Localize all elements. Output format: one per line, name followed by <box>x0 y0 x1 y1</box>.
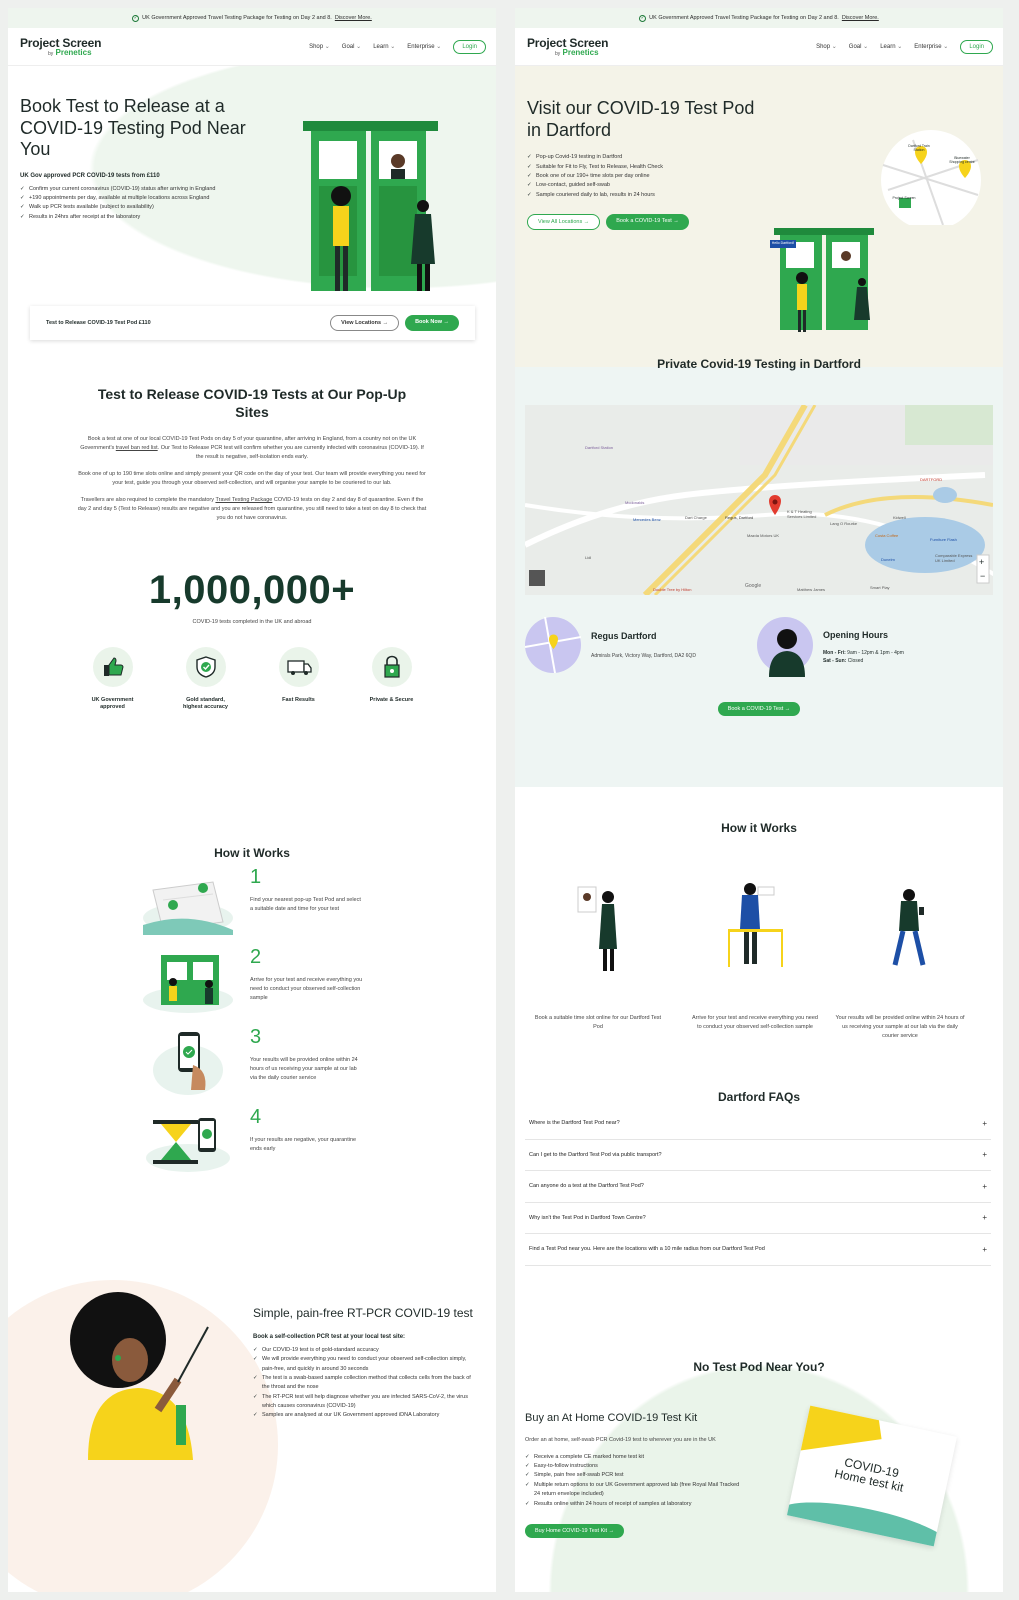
travel-package-link[interactable]: Travel Testing Package <box>215 497 273 504</box>
faq-question: Why isn't the Test Pod in Dartford Town Centre? <box>529 1214 646 1221</box>
arrow-right-icon: → <box>784 706 791 712</box>
booking-bar <box>30 306 475 340</box>
list-item: ✓ Simple, pain free self-swab PCR test <box>525 1471 740 1480</box>
faq-question: Where is the Dartford Test Pod near? <box>529 1120 620 1127</box>
list-item: ✓ Our COVID-19 test is of gold-standard accuracy <box>253 1346 478 1355</box>
faq-title: Dartford FAQs <box>717 1090 800 1104</box>
stats-section <box>8 568 496 711</box>
booking-bar-label: Test to Release COVID-19 Test Pod £110 <box>46 320 151 326</box>
popup-p1-text-end: . Our Test to Release PCR test will confirm whether you are currently infected with coronavirus (COVID-19). If the result is negative, self-isolation ends early. <box>157 445 424 461</box>
home-kit-section <box>515 1328 1003 1592</box>
top-nav <box>515 28 1003 66</box>
popup-sites-section <box>8 386 496 524</box>
opening-hours-weekday <box>823 650 904 656</box>
step-1 <box>143 866 383 946</box>
simple-bullets <box>253 1346 483 1421</box>
list-item: ✓ Results online within 24 hours of receipt of samples at laboratory <box>525 1500 740 1509</box>
home-kit-box-text: COVID-19 Home test kit <box>833 1455 905 1495</box>
test-pod-small-illustration <box>143 950 238 1015</box>
test-pod-illustration <box>293 106 453 306</box>
book-test-label: Book a COVID-19 Test <box>727 706 784 712</box>
home-kit-title: Buy an At Home COVID-19 Test Kit <box>525 1412 698 1424</box>
map-label: K & T Heating Services Limited <box>787 509 817 519</box>
home-kit-bullets <box>525 1453 760 1509</box>
list-item: ✓ Sample couriered daily to lab, results in 24 hours <box>527 191 742 200</box>
hours-time: 9am - 12pm & 1pm - 4pm <box>847 650 904 656</box>
map-label: Furniture Flash <box>930 537 957 542</box>
view-locations-button[interactable] <box>330 315 399 331</box>
plus-icon: + <box>982 1213 987 1223</box>
map-label: Double Tree by Hilton <box>653 587 692 592</box>
map-label: Costa Coffee <box>875 533 899 538</box>
opening-hours <box>757 617 904 677</box>
popup-p3-text: Travellers are also required to complete the mandatory <box>80 497 216 504</box>
phone-result-illustration <box>143 1030 238 1095</box>
logo[interactable] <box>20 37 101 57</box>
list-item: ✓ The RT-PCR test will help diagnose whether you are infected SARS-CoV-2, the virus which causes coronavirus (COVID-19) <box>253 1393 478 1412</box>
private-testing-section <box>515 357 1003 787</box>
map-label: Comparable Express UK Limited <box>935 553 973 563</box>
list-item: ✓ We will provide everything you need to conduct your observed self-collection simply, pain-free, and quickly in around 30 seconds <box>253 1355 478 1374</box>
menu-enterprise[interactable]: Enterprise ⌄ <box>914 43 948 50</box>
map-label: Dartford Station <box>585 445 614 450</box>
logo-brand-text: Prenetics <box>55 47 92 57</box>
step-text: Your results will be provided online within 24 hours of us receiving your sample at our lab via the daily courier service <box>250 1057 358 1081</box>
list-item: ✓ Samples are analysed at our UK Government approved iDNA Laboratory <box>253 1411 478 1420</box>
step-number: 4 <box>250 1106 262 1128</box>
menu-learn[interactable]: Learn ⌄ <box>880 43 902 50</box>
menu-enterprise[interactable]: Enterprise ⌄ <box>407 43 441 50</box>
list-item: ✓ +190 appointments per day, available at multiple locations across England <box>20 194 235 203</box>
banner-text: UK Government Approved Travel Testing Package for Testing on Day 2 and 8. <box>649 15 839 21</box>
simple-title: Simple, pain-free RT-PCR COVID-19 test <box>253 1306 473 1320</box>
feature-label: Fast Results <box>282 697 315 703</box>
faq-item[interactable] <box>525 1140 991 1172</box>
location-address: Admirals Park, Victory Way, Dartford, DA2 6QD <box>591 653 696 659</box>
step-text: If your results are negative, your quarantine ends early <box>250 1137 357 1152</box>
private-book-wrap <box>515 697 1003 716</box>
arrow-right-icon: → <box>608 1527 615 1534</box>
check-circle-icon: ✓ <box>133 14 138 21</box>
simple-test-section <box>8 1220 496 1592</box>
feature-label: Private & Secure <box>369 697 414 703</box>
arrow-right-icon: → <box>673 217 679 224</box>
map-pin-label: Bluewater Shopping centre <box>949 156 975 164</box>
list-item: ✓ Easy-to-follow instructions <box>525 1462 740 1471</box>
shield-check-icon <box>194 655 218 679</box>
home-kit-intro: Order an at home, self-swab PCR Covid-19 test to wherever you are in the UK <box>525 1437 716 1443</box>
how-it-works-title: How it Works <box>214 846 290 860</box>
hours-day: Mon - Fri: <box>823 650 846 656</box>
map-label: Mazda Motors UK <box>747 533 780 538</box>
map-pin-illustration <box>143 870 238 935</box>
popup-title: Test to Release COVID-19 Tests at Our Pop-Up Sites <box>97 386 407 420</box>
menu-shop[interactable]: Shop ⌄ <box>309 43 330 50</box>
lock-icon <box>382 655 402 679</box>
book-test-button[interactable] <box>718 702 801 716</box>
hello-sign: Hello Dartford! <box>771 241 795 245</box>
location-name: Regus Dartford <box>591 631 657 641</box>
private-testing-title: Private Covid-19 Testing in Dartford <box>657 357 861 371</box>
step-number: 3 <box>250 1026 262 1048</box>
step-2 <box>143 946 383 1026</box>
book-test-button[interactable] <box>606 214 689 230</box>
step-3 <box>143 1026 383 1106</box>
view-locations-label: View Locations <box>341 320 382 326</box>
logo-by: by <box>48 50 54 57</box>
book-now-label: Book Now <box>415 319 442 325</box>
list-item: ✓ Low-contact, guided self-swab <box>527 181 742 190</box>
popup-paragraph-1 <box>77 435 427 462</box>
buy-kit-label: Buy Home COVID-19 Test Kit <box>535 1527 608 1534</box>
faq-item[interactable] <box>525 1108 991 1140</box>
faq-question: Find a Test Pod near you. Here are the locations with a 10 mile radius from our Dartford Test Pod <box>529 1246 765 1253</box>
feature-gold-standard <box>178 647 233 711</box>
banner-link[interactable]: Discover More. <box>334 15 372 21</box>
feature-label: UK Government approved <box>91 697 134 711</box>
tests-count: 1,000,000+ <box>148 568 356 612</box>
how-it-works-title: How it Works <box>721 821 797 835</box>
map-pin-label: Project Screen <box>892 196 916 200</box>
announcement-banner <box>515 8 1003 28</box>
map-label: Lidl <box>585 555 592 560</box>
book-now-button[interactable] <box>405 315 459 331</box>
logo-by: by <box>555 50 561 57</box>
booking-person-illustration <box>570 879 630 974</box>
faq-question: Can anyone do a test at the Dartford Test Pod? <box>529 1183 644 1190</box>
map-label: Mercedes Benz <box>633 517 661 522</box>
how-step-text: Your results will be provided online within 24 hours of us receiving your sample at our lab via the daily courier service <box>835 1015 965 1039</box>
view-all-locations-button[interactable] <box>527 214 600 230</box>
logo-brand-text: Prenetics <box>562 47 599 57</box>
faq-list <box>525 1108 991 1266</box>
hero-subtitle: UK Gov approved PCR COVID-19 tests from £110 <box>20 172 160 179</box>
travel-ban-link[interactable]: travel ban red list <box>115 445 158 452</box>
opening-hours-weekend <box>823 658 904 664</box>
home-kit-box <box>787 1406 957 1547</box>
list-item: ✓ Multiple return options to our UK Government approved lab (free Royal Mail Tracked 24 return envelope included) <box>525 1481 740 1500</box>
step-text: Find your nearest pop-up Test Pod and select a suitable date and time for your test <box>250 897 361 912</box>
announcement-banner <box>8 8 496 28</box>
feature-label: Gold standard, highest accuracy <box>183 697 228 711</box>
location-map[interactable] <box>525 405 993 595</box>
faq-item[interactable] <box>525 1234 991 1266</box>
step-4 <box>143 1106 383 1186</box>
page-test-to-release <box>8 8 496 1592</box>
how-it-works-section <box>515 787 1003 1039</box>
woman-swab-illustration <box>58 1290 218 1460</box>
hero-title: Book Test to Release at a COVID-19 Testing Pod Near You <box>20 96 246 160</box>
hourglass-phone-illustration <box>143 1110 238 1175</box>
regus-location <box>525 617 696 673</box>
map-label: Lang O Rourke <box>830 521 858 526</box>
how-it-works-steps <box>143 866 383 1186</box>
hours-time: Closed <box>847 658 864 664</box>
menu-learn[interactable]: Learn ⌄ <box>373 43 395 50</box>
opening-hours-title: Opening Hours <box>823 630 888 640</box>
location-map-icon <box>525 617 581 673</box>
feature-fast-results <box>271 647 326 711</box>
main-menu <box>816 40 993 54</box>
list-item: ✓ Results in 24hrs after receipt at the laboratory <box>20 213 235 222</box>
popup-p1-text: Book a test at one of our local COVID-19 Test Pods on day 5 of your quarantine, after arriving in England, from a country not on the UK Government's <box>80 436 417 452</box>
view-all-label: View All Locations <box>538 218 583 225</box>
simple-subtitle: Book a self-collection PCR test at your local test site: <box>253 1334 406 1340</box>
walking-person-illustration <box>885 887 935 972</box>
map-label: Mcdonalds <box>625 500 645 505</box>
arrow-right-icon: → <box>443 319 449 325</box>
list-item: ✓ Suitable for Fit to Fly, Test to Release, Health Check <box>527 163 742 172</box>
zoom-in-button[interactable]: + <box>979 557 985 567</box>
plus-icon: + <box>982 1150 987 1160</box>
page-dartford <box>515 8 1003 1592</box>
thumbs-up-icon <box>101 655 125 679</box>
feature-gov-approved <box>85 647 140 711</box>
menu-shop[interactable]: Shop ⌄ <box>816 43 837 50</box>
logo[interactable] <box>527 37 608 57</box>
hero <box>515 66 1003 367</box>
faq-question: Can I get to the Dartford Test Pod via public transport? <box>529 1151 662 1158</box>
map-label: Google <box>745 583 762 589</box>
plus-icon: + <box>982 1181 987 1191</box>
logo-text: Project Screen <box>20 35 102 50</box>
list-item: ✓ The test is a swab-based sample collection method that collects cells from the back of the throat and the nose <box>253 1374 478 1393</box>
feature-private-secure <box>364 647 419 711</box>
feature-list <box>8 647 496 711</box>
hero-title: Visit our COVID-19 Test Pod in Dartford <box>527 98 755 140</box>
arrow-right-icon: → <box>583 218 590 225</box>
top-nav <box>8 28 496 66</box>
logo-text: Project Screen <box>527 35 609 50</box>
step-number: 1 <box>250 866 262 888</box>
list-item: ✓ Book one of our 190+ time slots per day online <box>527 172 742 181</box>
logo-brand <box>555 49 608 57</box>
how-step-text: Book a suitable time slot online for our Dartford Test Pod <box>534 1015 662 1030</box>
logo-brand <box>48 49 101 57</box>
no-pod-heading: No Test Pod Near You? <box>693 1360 825 1374</box>
woman-avatar-icon <box>757 617 813 677</box>
login-button[interactable]: Login <box>960 40 993 54</box>
banner-link[interactable]: Discover More. <box>841 15 879 21</box>
hero <box>8 66 496 321</box>
hours-day: Sat - Sun: <box>823 658 847 664</box>
plus-icon: + <box>982 1244 987 1254</box>
popup-paragraph-2: Book one of up to 190 time slots online and simply present your QR code on the day of your test. Our team will provide everything you need for your test, guide you through your observed self-collection, and will organise your sample to be couriered to our lab. <box>78 471 426 487</box>
map-roads <box>525 405 993 595</box>
login-button[interactable]: Login <box>453 40 486 54</box>
van-icon <box>286 657 312 677</box>
buy-home-kit-button[interactable] <box>525 1524 624 1538</box>
person-at-desk-illustration <box>720 879 790 974</box>
book-test-label: Book a COVID-19 Test <box>616 217 672 224</box>
how-step-text: Arrive for your test and receive everything you need to conduct your observed self-collection sample <box>692 1015 818 1030</box>
faq-item[interactable] <box>525 1171 991 1203</box>
map-label: Dunelm <box>881 557 895 562</box>
banner-text: UK Government Approved Travel Testing Package for Testing on Day 2 and 8. <box>142 15 332 21</box>
map-label: Dart Charge <box>685 515 707 520</box>
step-text: Arrive for your test and receive everything you need to conduct your observed self-collection sample <box>250 977 363 1001</box>
main-menu <box>309 40 486 54</box>
map-label: DARTFORD <box>920 477 943 482</box>
map-label: Kidwell <box>893 515 906 520</box>
menu-goal[interactable]: Goal ⌄ <box>849 43 868 50</box>
map-pin-label: Dartford Train Station <box>908 144 930 152</box>
check-circle-icon: ✓ <box>640 14 645 21</box>
map-label: Smart Play <box>870 585 890 590</box>
tests-count-caption: COVID-19 tests completed in the UK and abroad <box>192 619 312 625</box>
map-label: Regus, Dartford <box>725 515 754 520</box>
list-item: ✓ Confirm your current coronavirus (COVID-19) status after arriving in England <box>20 185 235 194</box>
list-item: ✓ Walk up PCR tests available (subject to availability) <box>20 203 235 212</box>
plus-icon: + <box>982 1118 987 1128</box>
arrow-right-icon: → <box>382 320 389 326</box>
menu-goal[interactable]: Goal ⌄ <box>342 43 361 50</box>
map-label: Matthew James <box>797 587 826 592</box>
faq-item[interactable] <box>525 1203 991 1235</box>
popup-p3-text-end: COVID-19 tests on day 2 and day 8 of quarantine. Even if the day 2 and day 5 (Test to Release) results are negative and you are released from quarantine, you still need to take a test on day 8 to check that you do not have coronavirus. <box>77 497 427 522</box>
popup-paragraph-3 <box>77 496 427 523</box>
zoom-out-button[interactable]: − <box>980 571 986 581</box>
step-number: 2 <box>250 946 262 968</box>
list-item: ✓ Pop-up Covid-19 testing in Dartford <box>527 153 742 162</box>
list-item: ✓ Receive a complete CE marked home test kit <box>525 1453 740 1462</box>
